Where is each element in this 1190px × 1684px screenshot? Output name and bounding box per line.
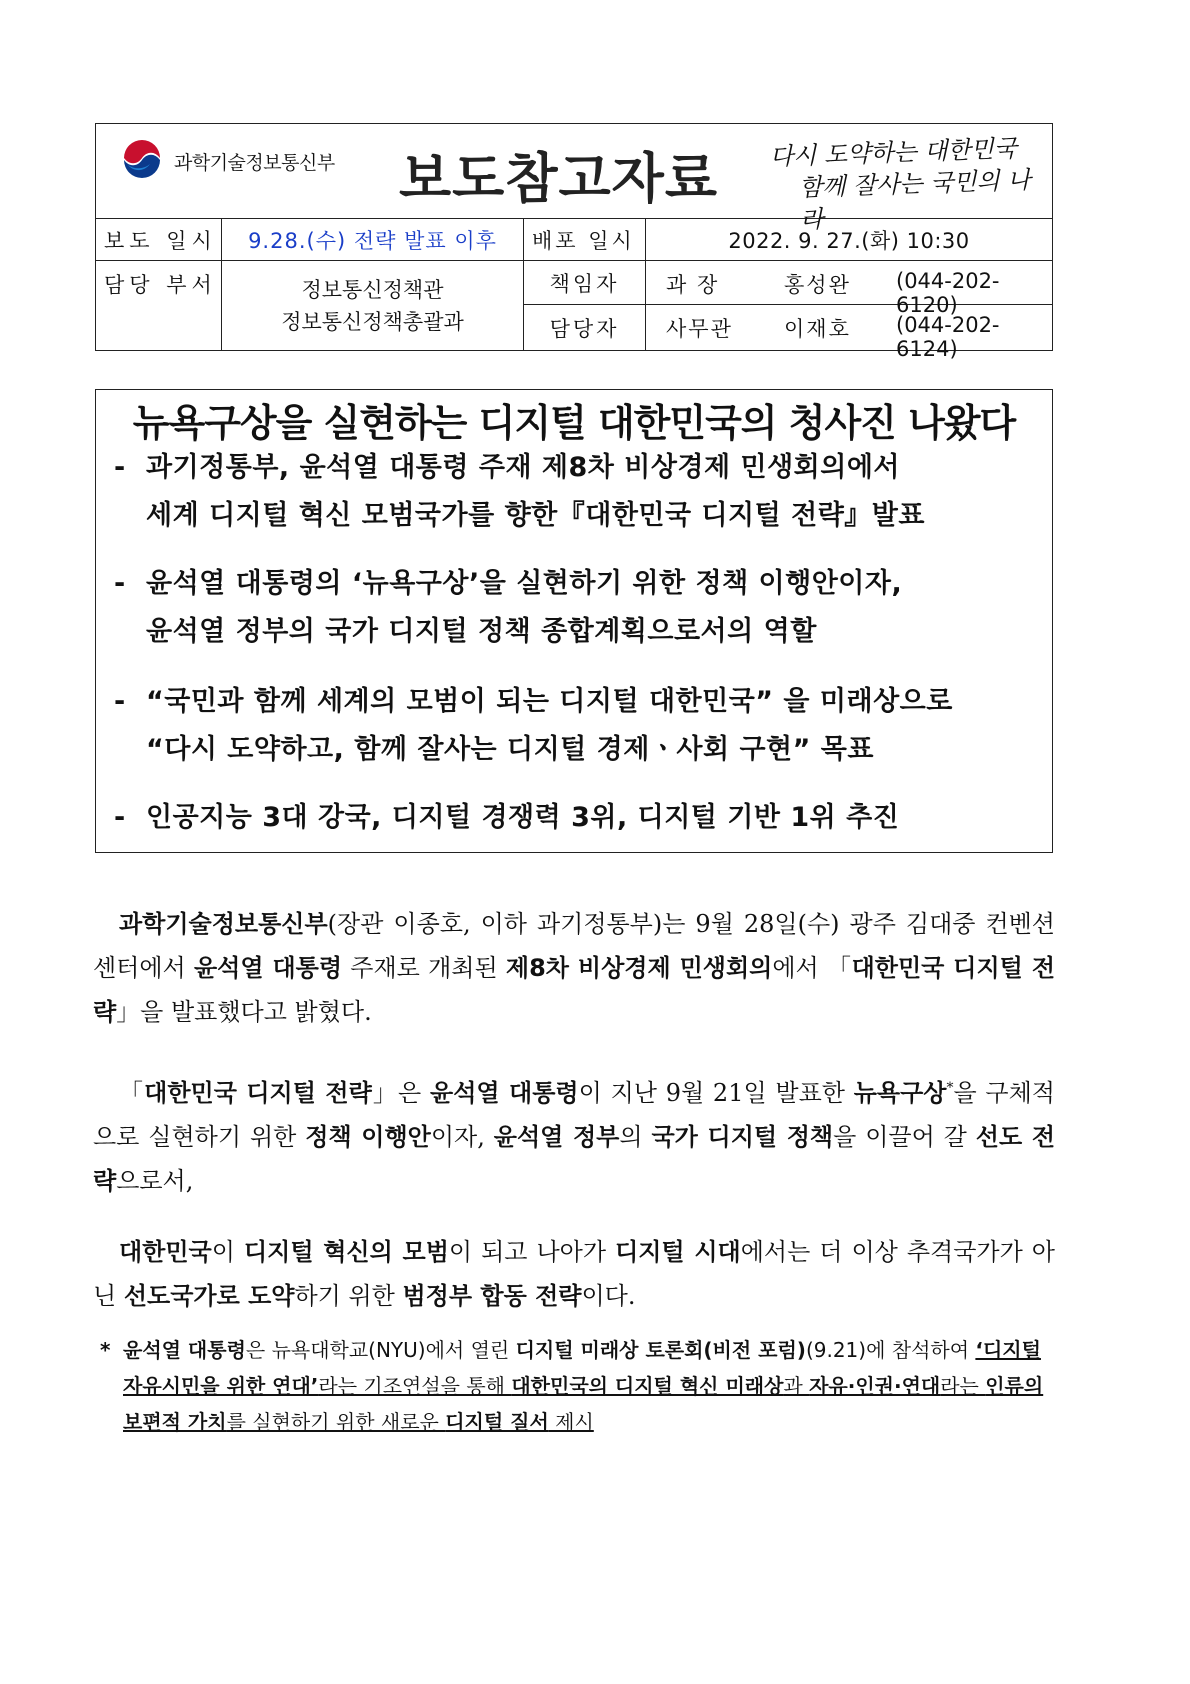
footnote-text (100, 1332, 1055, 1440)
department-line-2: 정보통신정책총괄과 (281, 309, 464, 334)
bold-text: 윤석열 정부 (493, 1123, 620, 1151)
subheading-2-line-2: 윤석열 정부의 국가 디지털 정책 종합계획으로서의 역할 (146, 616, 817, 647)
responsible-person-row (524, 261, 1052, 317)
footnote (100, 1332, 1055, 1440)
bold-text: ‘디지털 자유시민을 위한 연대’ (123, 1338, 1041, 1398)
footnote-marker: * (946, 1080, 954, 1096)
note-text: 라는 (940, 1374, 986, 1398)
document-type-title: 보도참고자료 (399, 147, 718, 210)
body-text: 으로서, (116, 1167, 194, 1195)
bold-text: 윤석열 대통령 (430, 1079, 579, 1107)
bold-text: 윤석열 대통령 (193, 954, 343, 982)
bold-text: 디지털 질서 (445, 1410, 549, 1434)
subheading-2-line-1: 윤석열 대통령의 ‘뉴욕구상’을 실현하기 위한 정책 이행안이자, (146, 568, 903, 599)
body-text: (장관 이종호, 이하 과기정통부)는 9월 28일(수) 광주 김대중 컨벤션센터에서 (93, 910, 1055, 982)
bold-text: 대한민국 디지털 전략 (93, 954, 1055, 1026)
release-row (96, 219, 1052, 261)
subheading-4-line-1: 인공지능 3대 강국, 디지털 경쟁력 3위, 디지털 기반 1위 추진 (146, 802, 900, 833)
note-text: (9.21)에 참석하여 (805, 1338, 976, 1362)
dash-marker: - (114, 568, 126, 599)
bold-text: 인류의 보편적 가치 (123, 1374, 1044, 1434)
ministry-name: 과학기술정보통신부 (174, 152, 335, 174)
body-text: 에서는 더 이상 추격국가가 아닌 (93, 1238, 1055, 1310)
bold-text: 정책 이행안 (305, 1123, 431, 1151)
body-text: 이다. (581, 1282, 636, 1310)
subheading-2 (114, 560, 902, 656)
bold-text: 자유·인권·연대 (809, 1374, 941, 1398)
body-text: 에서 「 (772, 954, 852, 982)
body-paragraph-1 (93, 902, 1055, 1034)
bold-text: 대한민국의 디지털 혁신 미래상 (511, 1374, 784, 1398)
contact-row (96, 261, 1052, 361)
press-header-table (95, 123, 1053, 361)
bold-text: 선도 전략 (93, 1123, 1056, 1195)
headline-title: 뉴욕구상을 실현하는 디지털 대한민국의 청사진 나왔다 (132, 401, 1016, 445)
note-text: 라는 기조연설을 통해 (318, 1374, 512, 1398)
department-label: 담당 부서 (96, 261, 222, 350)
body-text: 이 지난 9월 21일 발표한 (578, 1079, 854, 1107)
subheading-3-line-2: “다시 도약하고, 함께 잘사는 디지털 경제ㆍ사회 구현” 목표 (146, 734, 874, 765)
bold-text: 선도국가로 도약 (123, 1282, 295, 1310)
department-value (222, 261, 524, 350)
body-text: 을 구체적으로 실현하기 위한 (93, 1079, 1055, 1151)
bold-text: 과학기술정보통신부 (119, 910, 328, 938)
responsible-role: 과 장 (666, 273, 720, 297)
slogan-line-2: 함께 잘사는 국민의 나라 (798, 165, 1031, 234)
note-text: 은 뉴욕대학교(NYU)에서 열린 (245, 1338, 516, 1362)
responsible-name: 홍성완 (784, 273, 851, 297)
bold-text: 대한민국 (119, 1238, 212, 1266)
slogan-line-1: 다시 도약하는 대한민국 (769, 134, 1018, 171)
subheading-1-line-1: 과기정통부, 윤석열 대통령 주재 제8차 비상경제 민생회의에서 (146, 452, 900, 483)
bold-text: 대한민국 디지털 전략 (144, 1079, 372, 1107)
body-paragraph-2 (93, 1066, 1055, 1203)
note-text: 과 (783, 1374, 810, 1398)
contact-role: 사무관 (666, 317, 733, 341)
body-text: 하기 위한 (294, 1282, 403, 1310)
contact-person-row (524, 305, 1052, 361)
bold-text: 디지털 미래상 토론회(비전 포럼) (515, 1338, 806, 1362)
government-emblem-icon (120, 138, 164, 182)
distribution-value: 2022. 9. 27.(화) 10:30 (728, 228, 970, 253)
bold-text: 범정부 합동 전략 (402, 1282, 582, 1310)
body-text: 」은 (371, 1079, 431, 1107)
note-text: 제시 (548, 1410, 594, 1434)
distribution-label: 배포 일시 (524, 219, 646, 260)
bold-text: 제8차 비상경제 민생회의 (505, 954, 773, 982)
body-text: 의 (619, 1123, 652, 1151)
release-value: 9.28.(수) 전략 발표 이후 (222, 219, 524, 260)
responsible-phone: (044-202-6120) (896, 269, 1000, 317)
body-text: 이 되고 나아가 (448, 1238, 616, 1266)
subheading-1 (114, 444, 925, 540)
subheading-3-line-1: “국민과 함께 세계의 모범이 되는 디지털 대한민국” 을 미래상으로 (146, 686, 953, 717)
dash-marker: - (114, 802, 126, 833)
contact-label: 담당자 (524, 305, 646, 350)
department-line-1: 정보통신정책관 (301, 277, 444, 302)
release-label: 보도 일시 (96, 219, 222, 260)
bold-text: 디지털 시대 (615, 1238, 741, 1266)
body-text: 「 (119, 1079, 145, 1107)
subheading-1-line-2: 세계 디지털 혁신 모범국가를 향한『대한민국 디지털 전략』발표 (146, 500, 925, 531)
body-text: 주재로 개최된 (342, 954, 506, 982)
header-banner (96, 124, 1052, 234)
bold-text: 뉴욕구상 (853, 1079, 947, 1107)
bold-text: 윤석열 대통령 (123, 1338, 246, 1362)
subheading-3 (114, 678, 953, 774)
note-text: 를 실현하기 위한 새로운 (226, 1410, 446, 1434)
dash-marker: - (114, 686, 126, 717)
headline-box (95, 389, 1053, 853)
bold-text: 국가 디지털 정책 (651, 1123, 834, 1151)
contact-name: 이재호 (784, 317, 851, 341)
bold-text: 디지털 혁신의 모범 (243, 1238, 449, 1266)
body-text: 」을 발표했다고 밝혔다. (116, 998, 372, 1026)
body-paragraph-3 (93, 1230, 1055, 1318)
footnote-star: * (100, 1338, 111, 1362)
body-text: 이 (211, 1238, 244, 1266)
responsible-label: 책임자 (524, 261, 646, 304)
body-text: 이자, (430, 1123, 494, 1151)
contact-phone: (044-202-6124) (896, 313, 1000, 361)
body-text: 을 이끌어 갈 (833, 1123, 976, 1151)
subheading-4 (114, 794, 899, 842)
dash-marker: - (114, 452, 126, 483)
